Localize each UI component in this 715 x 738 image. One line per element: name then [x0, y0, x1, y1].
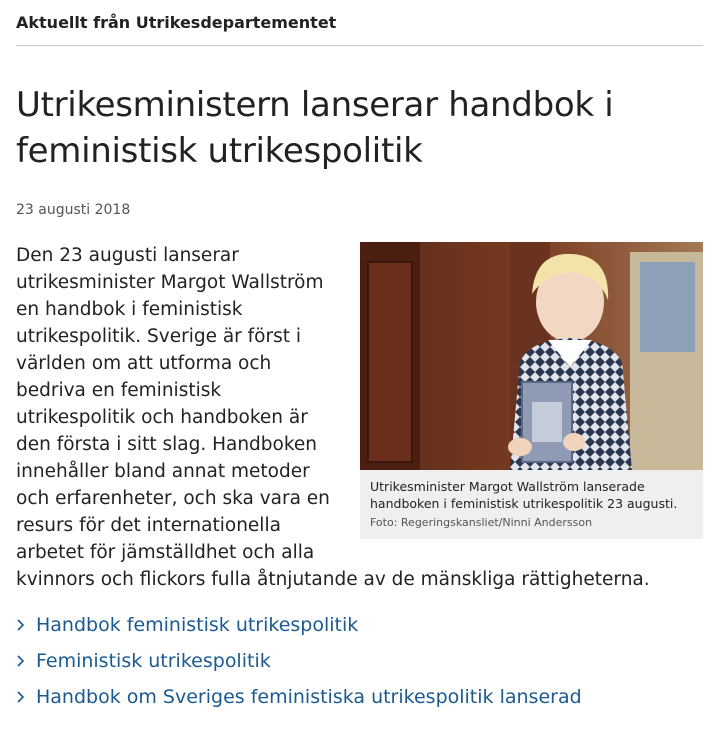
article-title: Utrikesministern lanserar handbok i feministisk utrikespolitik [16, 85, 614, 171]
article-content [16, 242, 703, 593]
article-photo [360, 242, 703, 470]
section-label: Aktuellt från Utrikesdepartementet [16, 13, 337, 32]
chevron-right-icon [16, 618, 30, 632]
related-link[interactable] [16, 607, 703, 643]
related-link[interactable] [16, 643, 703, 679]
article-date: 23 augusti 2018 [16, 202, 131, 218]
caption-text: Utrikesminister Margot Wallström lanserade handboken i feministisk utrikespolitik 23 augusti. [370, 479, 678, 511]
chevron-right-icon [16, 654, 30, 668]
photo-credit: Foto: Regeringskansliet/Ninni Andersson [370, 516, 593, 529]
related-link-label[interactable]: Handbok feministisk utrikespolitik [36, 614, 359, 636]
related-link-label[interactable]: Feministisk utrikespolitik [36, 650, 271, 672]
chevron-right-icon [16, 690, 30, 704]
related-link[interactable] [16, 679, 703, 715]
figure-caption [360, 470, 703, 539]
article-figure [360, 242, 703, 539]
related-link-label[interactable]: Handbok om Sveriges feministiska utrikespolitik lanserad [36, 686, 582, 708]
section-header [16, 0, 703, 46]
article-page [16, 0, 703, 731]
article-body: Den 23 augusti lanserar utrikesminister Margot Wallström en handbok i feministisk utrikespolitik. Sverige är först i världen om att utforma och bedriva en feministisk utrikespolitik och handboken är den första i sitt slag. Handboken innehåller bland annat metoder och erfarenheter, och ska vara en resurs för det internationella arbetet för jämställdhet och alla kvinnors och flickors fulla åtnjutande av de mänskliga rättigheterna. [16, 245, 650, 590]
related-links [16, 607, 703, 715]
